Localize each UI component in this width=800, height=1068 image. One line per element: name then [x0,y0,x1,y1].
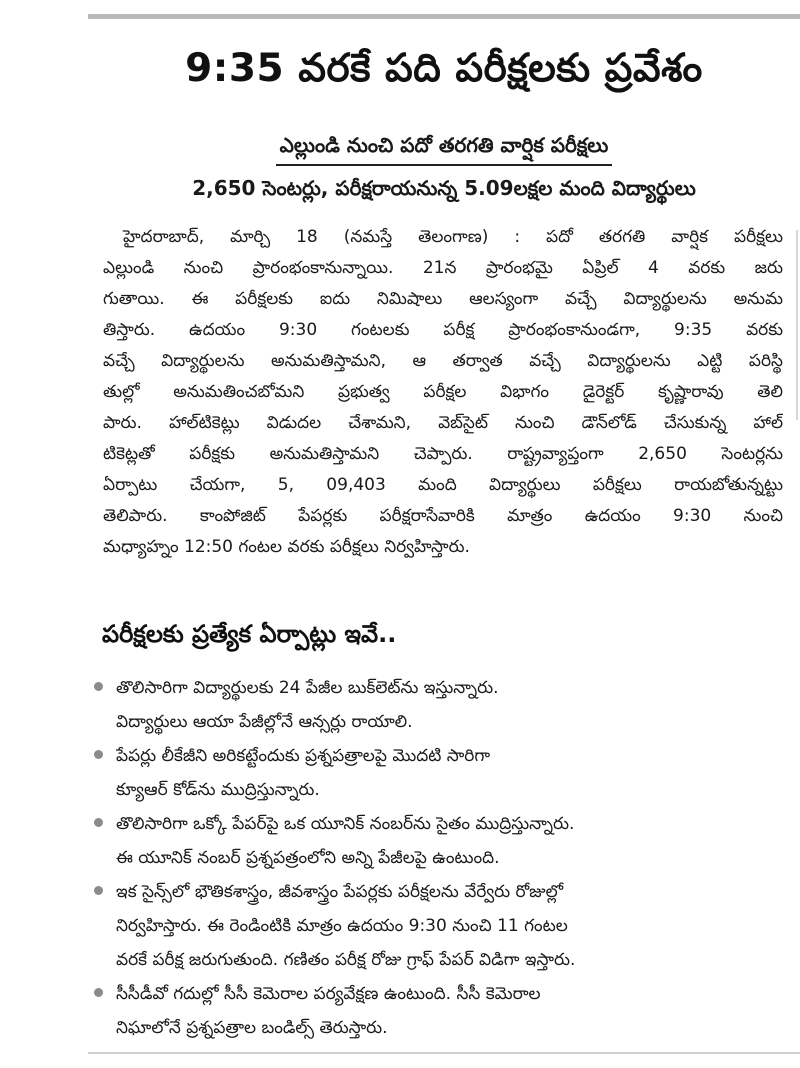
bullet-icon [94,682,103,691]
list-item [88,672,778,740]
article-body [103,222,783,563]
subheading-secondary: 2,650 సెంటర్లు, పరీక్షరాయనున్న 5.09లక్షల మంది విద్యార్థులు [192,176,696,200]
body-line: తిస్తారు. ఉదయం 9:30 గంటలకు పరీక్ష ప్రారంభంకానుండగా, 9:35 వరకు [103,320,783,340]
bullet-line: వరకే పరీక్ష జరుగుతుంది. గణితం పరీక్ష రోజు గ్రాఫ్ పేపర్ విడిగా ఇస్తారు. [116,950,576,970]
bullet-line: తొలిసారిగా ఒక్కో పేపర్‌పై ఒక యూనిక్ నంబర్‌ను సైతం ముద్రిస్తున్నారు. [116,814,575,834]
bullet-icon [94,818,103,827]
bullet-line: నిఘాలోనే ప్రశ్నపత్రాల బండిల్స్ తెరుస్తారు. [116,1018,388,1038]
body-line: మధ్యాహ్నం 12:50 గంటల వరకు పరీక్షలు నిర్వహిస్తారు. [103,537,470,557]
list-item [88,978,778,1046]
bullet-icon [94,988,103,997]
list-item [88,740,778,808]
bullet-line: ఈ యూనిక్ నంబర్ ప్రశ్నపత్రంలోని అన్ని పేజీలపై ఉంటుంది. [116,848,500,868]
bullet-line: క్యూఆర్ కోడ్‌ను ముద్రిస్తున్నారు. [116,780,320,800]
body-line: గుతాయి. ఈ పరీక్షలకు ఐదు నిమిషాలు ఆలస్యంగా వచ్చే విద్యార్థులను అనుమ [103,289,783,309]
bullet-icon [94,886,103,895]
bullet-icon [94,750,103,759]
bullet-line: తొలిసారిగా విద్యార్థులకు 24 పేజీల బుక్‌లెట్‌ను ఇస్తున్నారు. [116,678,499,698]
body-line: టికెట్లతో పరీక్షకు అనుమతిస్తామని చెప్పారు. రాష్ట్రవ్యాప్తంగా 2,650 సెంటర్లను [103,444,783,464]
bullet-line: పేపర్లు లీకేజీని అరికట్టేందుకు ప్రశ్నపత్రాలపై మొదటి సారిగా [116,746,491,766]
list-item [88,876,778,978]
bullet-line: విద్యార్థులు ఆయా పేజీల్లోనే ఆన్సర్లు రాయాలి. [116,712,413,732]
body-line: హైదరాబాద్, మార్చి 18 (నమస్తే తెలంగాణ) : పదో తరగతి వార్షిక పరీక్షలు [123,227,783,247]
subheading [88,133,800,166]
body-line: పారు. హాల్‌టికెట్లు విడుదల చేశామని, వెబ్‌సైట్ నుంచి డౌన్‌లోడ్ చేసుకున్న హాల్ [103,413,783,433]
column-rule [796,230,798,420]
body-line: ఎల్లుండి నుంచి ప్రారంభంకానున్నాయి. 21న ప్రారంభమై ఏప్రిల్ 4 వరకు జరు [103,258,783,278]
bullet-list [88,672,778,1046]
bullet-line: ఇక సైన్స్‌లో భౌతికశాస్త్రం, జీవశాస్త్రం పేపర్లకు పరీక్షలను వేర్వేరు రోజుల్లో [116,882,564,902]
body-line: తెలిపారు. కాంపోజిట్ పేపర్లకు పరీక్షరాసేవారికి మాత్రం ఉదయం 9:30 నుంచి [103,506,783,526]
body-line: ఏర్పాటు చేయగా, 5, 09,403 మంది విద్యార్థులు పరీక్షలు రాయబోతున్నట్టు [103,475,783,495]
top-rule [88,14,800,19]
bottom-rule [88,1052,800,1054]
body-line: వచ్చే విద్యార్థులను అనుమతిస్తామని, ఆ తర్వాత వచ్చే విద్యార్థులను ఎట్టి పరిస్థి [103,351,783,371]
headline: 9:35 వరకే పది పరీక్షలకు ప్రవేశం [185,46,703,91]
body-line: తుల్లో అనుమతించబోమని ప్రభుత్వ పరీక్షల విభాగం డైరెక్టర్ కృష్ణారావు తెలి [103,382,783,402]
list-item [88,808,778,876]
bullet-line: సీసీడీవో గదుల్లో సీసీ కెమెరాల పర్యవేక్షణ ఉంటుంది. సీసీ కెమెరాల [116,984,541,1004]
section-heading: పరీక్షలకు ప్రత్యేక ఏర్పాట్లు ఇవే.. [102,620,397,648]
bullet-line: నిర్వహిస్తారు. ఈ రెండింటికి మాత్రం ఉదయం 9:30 నుంచి 11 గంటల [116,916,568,936]
subheading-text: ఎల్లుండి నుంచి పదో తరగతి వార్షిక పరీక్షలు [276,133,613,166]
